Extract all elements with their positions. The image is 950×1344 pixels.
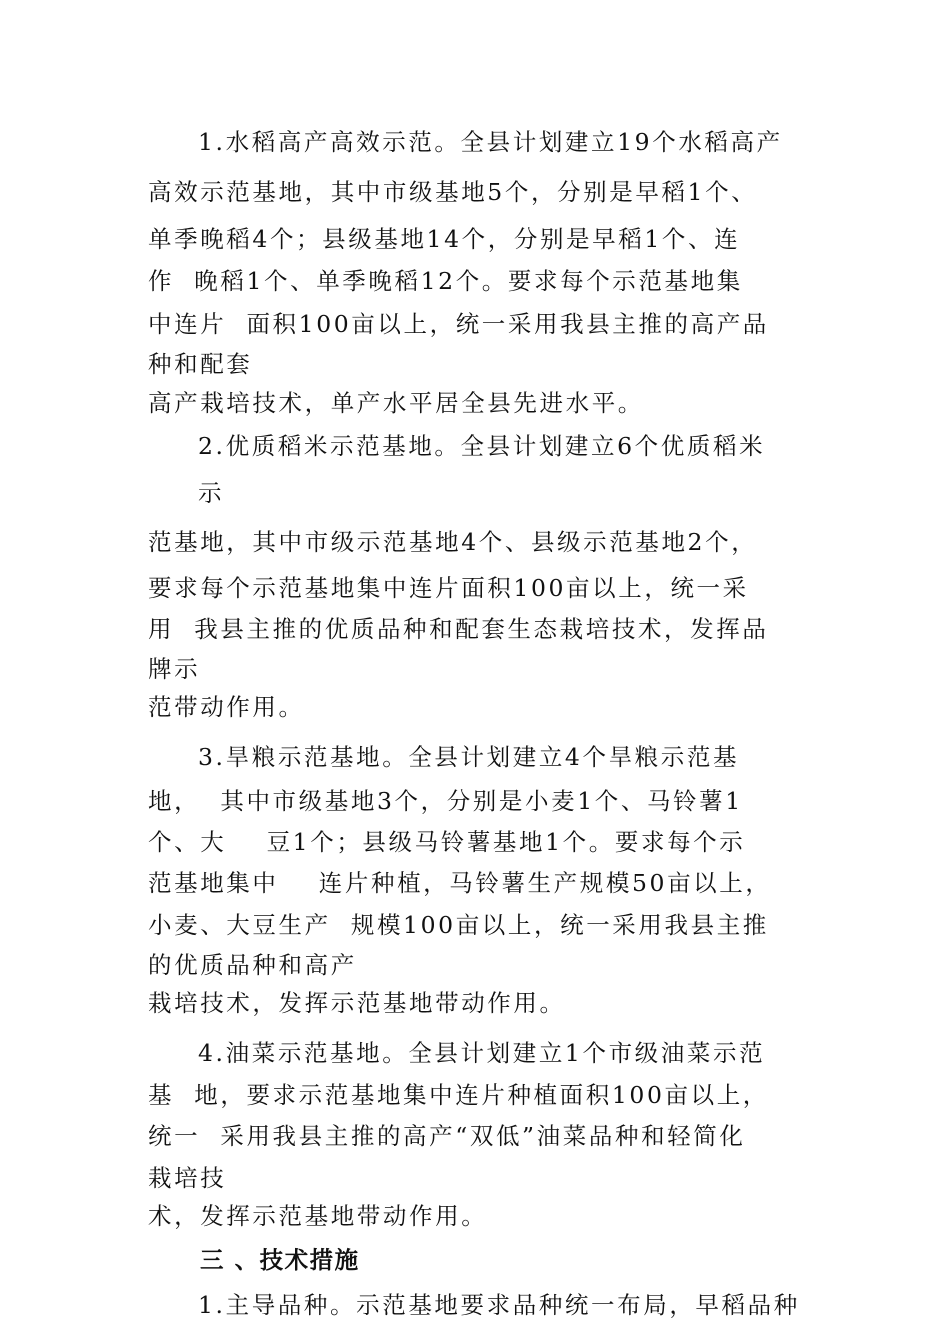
text-line: 单季晚稻4个；县级基地14个，分别是早稻1个、连: [148, 225, 741, 253]
text-line: 栽培技: [148, 1164, 227, 1192]
section-heading: 三 、技术措施: [200, 1246, 360, 1274]
text-line: 个、大 豆1个；县级马铃薯基地1个。要求每个示: [148, 828, 746, 856]
text-line: 基 地，要求示范基地集中连片种植面积100亩以上，: [148, 1081, 769, 1109]
text-line: 要求每个示范基地集中连片面积100亩以上，统一采: [148, 574, 749, 602]
text-line: 1.主导品种。示范基地要求品种统一布局，早稻品种: [198, 1291, 800, 1319]
text-line: 地， 其中市级基地3个，分别是小麦1个、马铃薯1: [148, 787, 743, 815]
text-line: 2.优质稻米示范基地。全县计划建立6个优质稻米: [198, 432, 766, 460]
text-line: 小麦、大豆生产 规模100亩以上，统一采用我县主推: [148, 911, 769, 939]
text-line: 范基地集中 连片种植，马铃薯生产规模50亩以上，: [148, 869, 772, 897]
text-line: 示: [198, 479, 225, 507]
text-line: 术，发挥示范基地带动作用。: [148, 1202, 488, 1230]
text-line: 范基地，其中市级示范基地4个、县级示范基地2个，: [148, 528, 758, 556]
text-line: 用 我县主推的优质品种和配套生态栽培技术，发挥品: [148, 615, 769, 643]
text-line: 作 晚稻1个、单季晚稻12个。要求每个示范基地集: [148, 267, 743, 295]
text-line: 统一 采用我县主推的高产“双低”油菜品种和轻简化: [148, 1122, 746, 1150]
text-line: 高产栽培技术，单产水平居全县先进水平。: [148, 389, 644, 417]
text-line: 牌示: [148, 655, 201, 683]
text-line: 范带动作用。: [148, 693, 305, 721]
text-line: 中连片 面积100亩以上，统一采用我县主推的高产品: [148, 310, 769, 338]
text-line: 栽培技术，发挥示范基地带动作用。: [148, 989, 566, 1017]
text-line: 高效示范基地，其中市级基地5个，分别是早稻1个、: [148, 178, 758, 206]
text-line: 种和配套: [148, 350, 253, 378]
text-line: 1.水稻高产高效示范。全县计划建立19个水稻高产: [198, 128, 783, 156]
text-line: 3.旱粮示范基地。全县计划建立4个旱粮示范基: [198, 743, 740, 771]
text-line: 的优质品种和高产: [148, 951, 357, 979]
text-line: 4.油菜示范基地。全县计划建立1个市级油菜示范: [198, 1039, 766, 1067]
